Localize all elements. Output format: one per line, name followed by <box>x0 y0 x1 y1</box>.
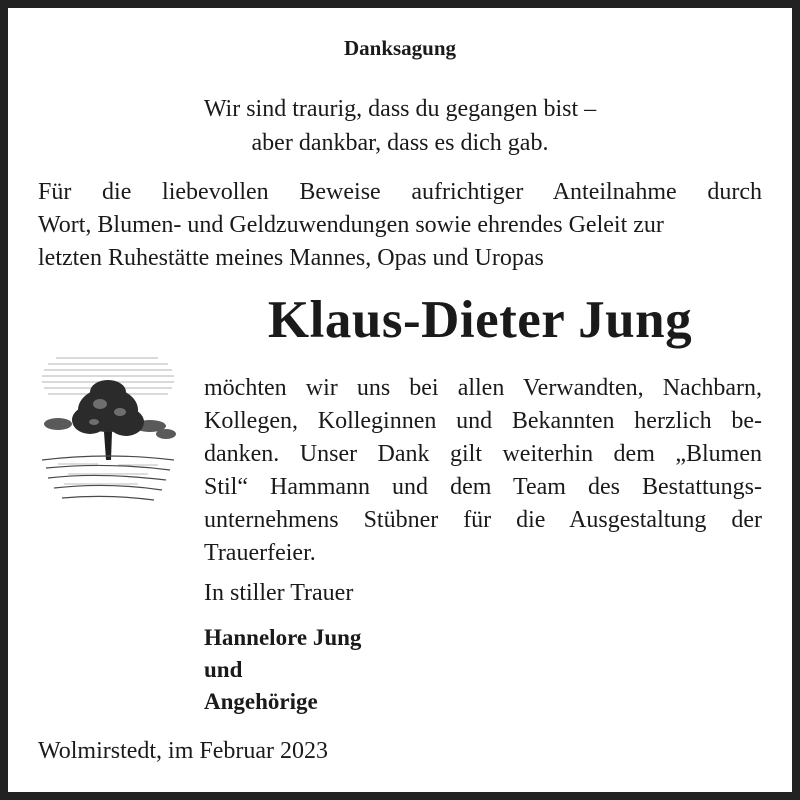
mourning-phrase: In stiller Trauer <box>204 580 354 606</box>
intro-paragraph <box>38 176 762 275</box>
signer-line: Hannelore Jung <box>204 625 362 650</box>
intro-line: Wort, Blumen- und Geldzuwendungen sowie ehrendes Geleit zur <box>38 212 664 238</box>
intro-line: Für die liebevollen Beweise aufrichtiger Anteilnahme durch <box>38 179 762 205</box>
tree-illustration <box>38 348 178 508</box>
thanks-line: möchten wir uns bei allen Verwandten, Nachbarn, <box>204 375 762 401</box>
place-date: Wolmirstedt, im Februar 2023 <box>38 738 329 764</box>
motto-line: Wir sind traurig, dass du gegangen bist – <box>203 96 597 122</box>
deceased-name: Klaus-Dieter Jung <box>267 291 693 349</box>
thanks-paragraph <box>204 372 762 570</box>
intro-line: letzten Ruhestätte meines Mannes, Opas und Uropas <box>38 245 544 271</box>
motto-line: aber dankbar, dass es dich gab. <box>251 130 549 156</box>
signers <box>204 622 361 718</box>
heading: Danksagung <box>343 36 457 60</box>
thanks-line: Kollegen, Kolleginnen und Bekannten herzlich be- <box>204 408 762 434</box>
motto <box>8 92 792 160</box>
signer-line: und <box>204 657 243 682</box>
thanks-line: unternehmens Stübner für die Ausgestaltung der <box>204 507 762 533</box>
signer-line: Angehörige <box>204 689 318 714</box>
thanks-line: Trauerfeier. <box>204 540 316 566</box>
thanks-line: Stil“ Hammann und dem Team des Bestattungs- <box>204 474 762 500</box>
thanks-line: danken. Unser Dank gilt weiterhin dem „Blumen <box>204 441 762 467</box>
